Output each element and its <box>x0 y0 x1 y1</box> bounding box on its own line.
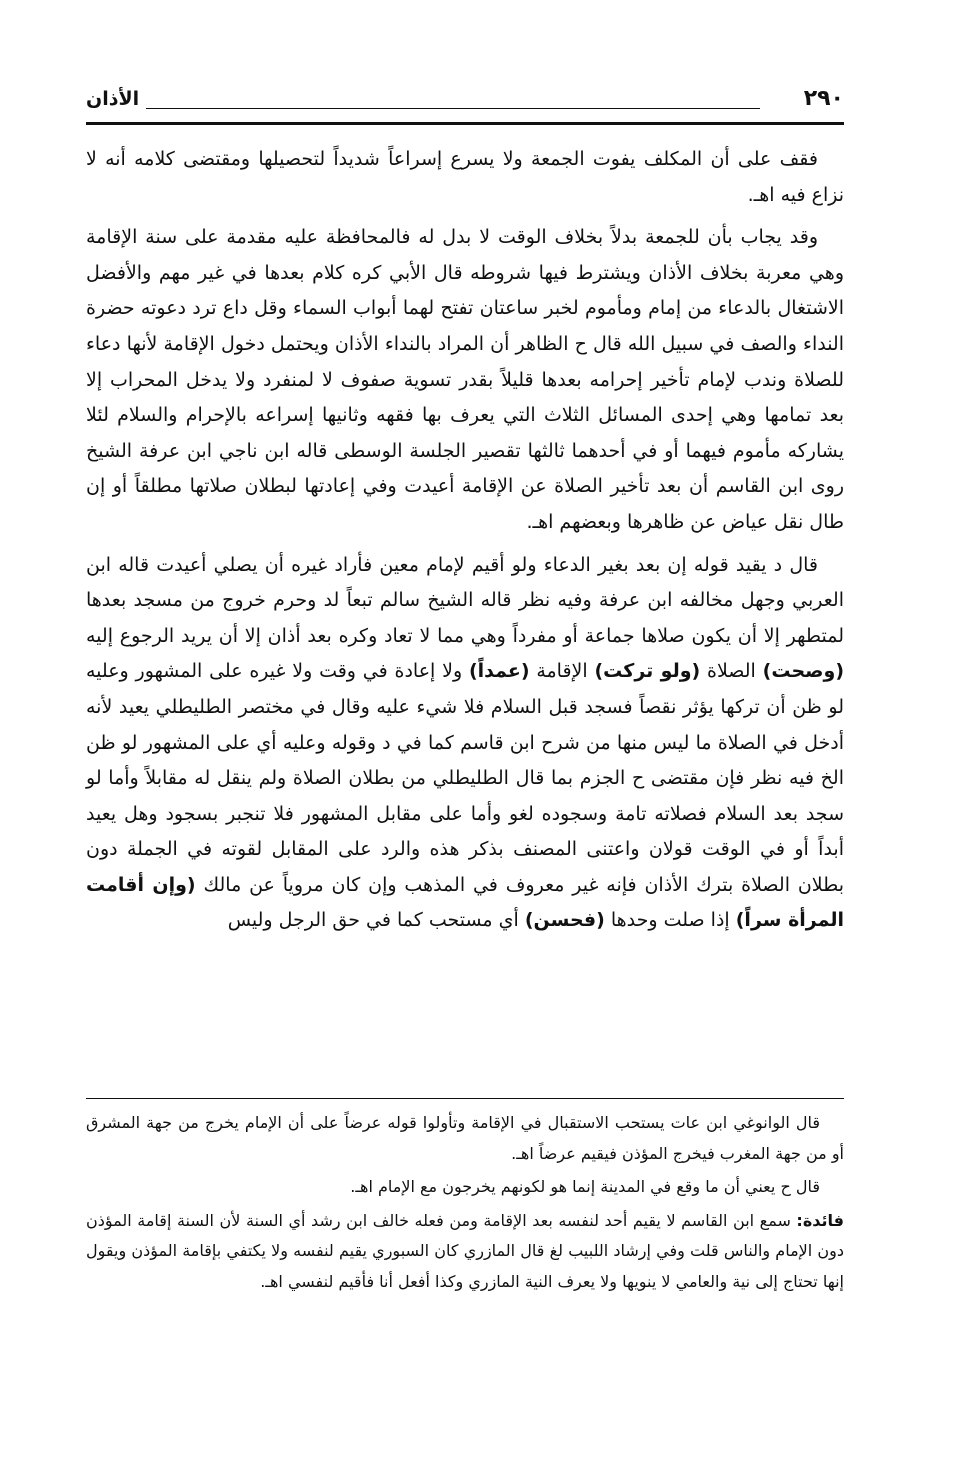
matn-quote: (ولو تركت) <box>594 660 701 683</box>
footnote: قال الوانوغي ابن عات يستحب الاستقبال في الإقامة وتأولوا قوله عرضاً على أن الإمام يخرج من جهة المشرق أو من جهة المغرب فيخرج المؤذن فيقيم عرضاً اهـ. <box>86 1113 844 1163</box>
footnote-text: سمع ابن القاسم لا يقيم أحد لنفسه بعد الإقامة ومن فعله خالف ابن رشد أي السنة لأن السنة إقامة المؤذن دون الإمام والناس قلت وفي إرشاد اللبيب لغ قال المازري كان السبوري يقيم لنفسه ولا يكتفي بإقامة المؤذن ويقول إنها تحتاج إلى نية والعامي لا ينويها ولا يعرف النية المازري وكذا أفعل أنا فأقيم لنفسي اهـ. <box>86 1210 844 1291</box>
matn-quote: (وصحت) <box>762 660 844 683</box>
running-header <box>86 86 844 116</box>
matn-quote: (فحسن) <box>524 909 605 932</box>
footnote-divider <box>86 1098 844 1099</box>
chapter-title: الأذان <box>86 88 140 110</box>
text-run: قال د يقيد قوله إن بعد بغير الدعاء ولو أقيم لإمام معين فأراد غيره أن يصلي أعيدت قاله ابن العربي وجهل مخالفه ابن عرفة وفيه نظر قاله الشيخ سالم تبعاً لد وحرم خروج من مسجد بعدها لمتطهر إلا أن يكون صلاها جماعة أو مفرداً وهي مما لا تعاد وكره بعد أذان إلا أن يريد الرجوع إليه <box>86 553 844 647</box>
footnote <box>86 1206 844 1298</box>
text-run: ولا إعادة في وقت ولا غيره على المشهور وعليه لو ظن أن تركها يؤثر نقصاً فسجد قبل السلام فلا شيء عليه وقال في مختصر الطليطلي يعيد لأنه أدخل في الصلاة ما ليس منها من شرح ابن قاسم كما في د وقوله وعليه أي على المشهور لو ظن الخ فيه نظر فإن مقتضى ح الجزم بما قال الطليطلي من بطلان الصلاة ولم ينقل له مقابلاً وأما لو سجد بعد السلام فصلاته تامة وسجوده لغو وأما على مقابل المشهور فلا تنجبر بسجود وهل يعيد أبداً أو في الوقت قولان واعتنى المصنف بذكر هذه والرد على المقابل لقوته في الجملة دون بطلان الصلاة بترك الأذان فإنه غير معروف في المذهب وإن كان مروياً عن مالك <box>86 660 844 896</box>
paragraph: فقف على أن المكلف يفوت الجمعة ولا يسرع إسراعاً شديداً لتحصيلها ومقتضى كلامه أنه لا نزاع فيه اهـ. <box>86 148 844 206</box>
matn-quote: (وإن أقامت المرأة سراً) <box>86 873 844 932</box>
footnote-label: فائدة: <box>796 1210 844 1230</box>
book-page <box>86 0 844 1478</box>
text-run: إذا صلت وحدها <box>604 909 736 932</box>
footnotes <box>86 1108 844 1300</box>
page-number: ٢٩٠ <box>803 86 844 111</box>
footnote: قال ح يعني أن ما وقع في المدينة إنما هو لكونهم يخرجون مع الإمام اهـ. <box>350 1177 820 1196</box>
paragraph: وقد يجاب بأن للجمعة بدلاً بخلاف الوقت لا بدل له فالمحافظة عليه مقدمة على سنة الإقامة وهي معربة بخلاف الأذان ويشترط فيها شروطه قال الأبي كره كلام بعدها في غير مهم والأفضل الاشتغال بالدعاء من إمام ومأموم لخبر ساعتان تفتح لهما أبواب السماء وقل داع ترد دعوته حضرة النداء والصف في سبيل الله قال ح الظاهر أن المراد بالنداء الأذان ويحتمل دخول الإقامة لأنها دعاء للصلاة وندب لإمام تأخير إحرامه بعدها قليلاً بقدر تسوية صفوف لا لمنفرد ولا يدخل المحراب إلا بعد تمامها وهي إحدى المسائل الثلاث التي يعرف بها فقهه وثانيها إسراعه بالإحرام والسلام لئلا يشاركه مأموم فيهما أو في أحدهما ثالثها تقصير الجلسة الوسطى قاله ابن ناجي ابن عرفة الشيخ روى ابن القاسم أن بعد تأخير الصلاة عن الإقامة أعيدت وفي إعادتها لبطلان صلاتها مطلقاً أو إن طال نقل عياض عن ظاهرها وبعضهم اهـ. <box>86 226 844 533</box>
matn-quote: (عمداً) <box>468 660 530 683</box>
main-text <box>86 142 844 946</box>
header-rule <box>146 108 760 109</box>
header-divider <box>86 122 844 125</box>
text-run: الإقامة <box>529 660 595 683</box>
text-run: الصلاة <box>700 660 763 683</box>
paragraph <box>86 548 844 940</box>
text-run: أي مستحب كما في حق الرجل وليس <box>227 909 525 932</box>
